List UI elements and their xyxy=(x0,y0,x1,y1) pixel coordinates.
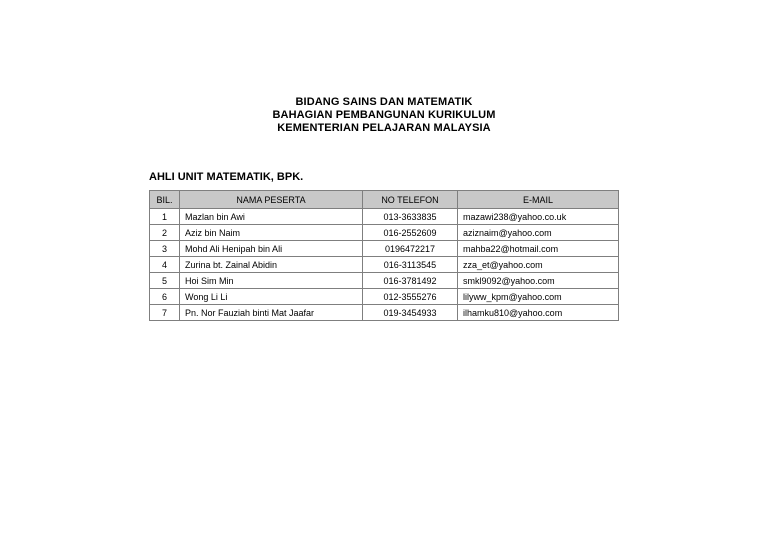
table-row xyxy=(150,225,619,241)
cell-bil: 4 xyxy=(150,257,180,273)
cell-phone: 012-3555276 xyxy=(363,289,458,305)
cell-bil: 7 xyxy=(150,305,180,321)
cell-bil: 3 xyxy=(150,241,180,257)
table-row xyxy=(150,241,619,257)
cell-bil: 1 xyxy=(150,209,180,225)
cell-email: smkl9092@yahoo.com xyxy=(458,273,619,289)
header-line-1: BIDANG SAINS DAN MATEMATIK xyxy=(295,96,473,108)
cell-name: Wong Li Li xyxy=(180,289,363,305)
cell-name: Hoi Sim Min xyxy=(180,273,363,289)
members-table xyxy=(149,190,619,321)
cell-phone: 016-3781492 xyxy=(363,273,458,289)
table-row xyxy=(150,257,619,273)
cell-email: mahba22@hotmail.com xyxy=(458,241,619,257)
cell-phone: 016-3113545 xyxy=(363,257,458,273)
column-header-email: E-MAIL xyxy=(458,191,619,209)
cell-name: Aziz bin Naim xyxy=(180,225,363,241)
table-header-row xyxy=(150,191,619,209)
cell-name: Pn. Nor Fauziah binti Mat Jaafar xyxy=(180,305,363,321)
column-header-name: NAMA PESERTA xyxy=(180,191,363,209)
cell-email: zza_et@yahoo.com xyxy=(458,257,619,273)
cell-name: Mohd Ali Henipah bin Ali xyxy=(180,241,363,257)
header-line-3: KEMENTERIAN PELAJARAN MALAYSIA xyxy=(277,122,491,134)
cell-name: Zurina bt. Zainal Abidin xyxy=(180,257,363,273)
cell-phone: 0196472217 xyxy=(363,241,458,257)
table-row xyxy=(150,289,619,305)
table-row xyxy=(150,209,619,225)
cell-bil: 6 xyxy=(150,289,180,305)
cell-email: ilhamku810@yahoo.com xyxy=(458,305,619,321)
cell-bil: 2 xyxy=(150,225,180,241)
cell-email: aziznaim@yahoo.com xyxy=(458,225,619,241)
table-row xyxy=(150,273,619,289)
cell-name: Mazlan bin Awi xyxy=(180,209,363,225)
header-line-2: BAHAGIAN PEMBANGUNAN KURIKULUM xyxy=(272,109,496,121)
document-header xyxy=(0,96,768,135)
cell-email: mazawi238@yahoo.co.uk xyxy=(458,209,619,225)
cell-phone: 016-2552609 xyxy=(363,225,458,241)
column-header-bil: BIL. xyxy=(150,191,180,209)
cell-bil: 5 xyxy=(150,273,180,289)
cell-phone: 019-3454933 xyxy=(363,305,458,321)
cell-email: lilyww_kpm@yahoo.com xyxy=(458,289,619,305)
cell-phone: 013-3633835 xyxy=(363,209,458,225)
section-title: AHLI UNIT MATEMATIK, BPK. xyxy=(149,171,304,183)
table-row xyxy=(150,305,619,321)
column-header-phone: NO TELEFON xyxy=(363,191,458,209)
